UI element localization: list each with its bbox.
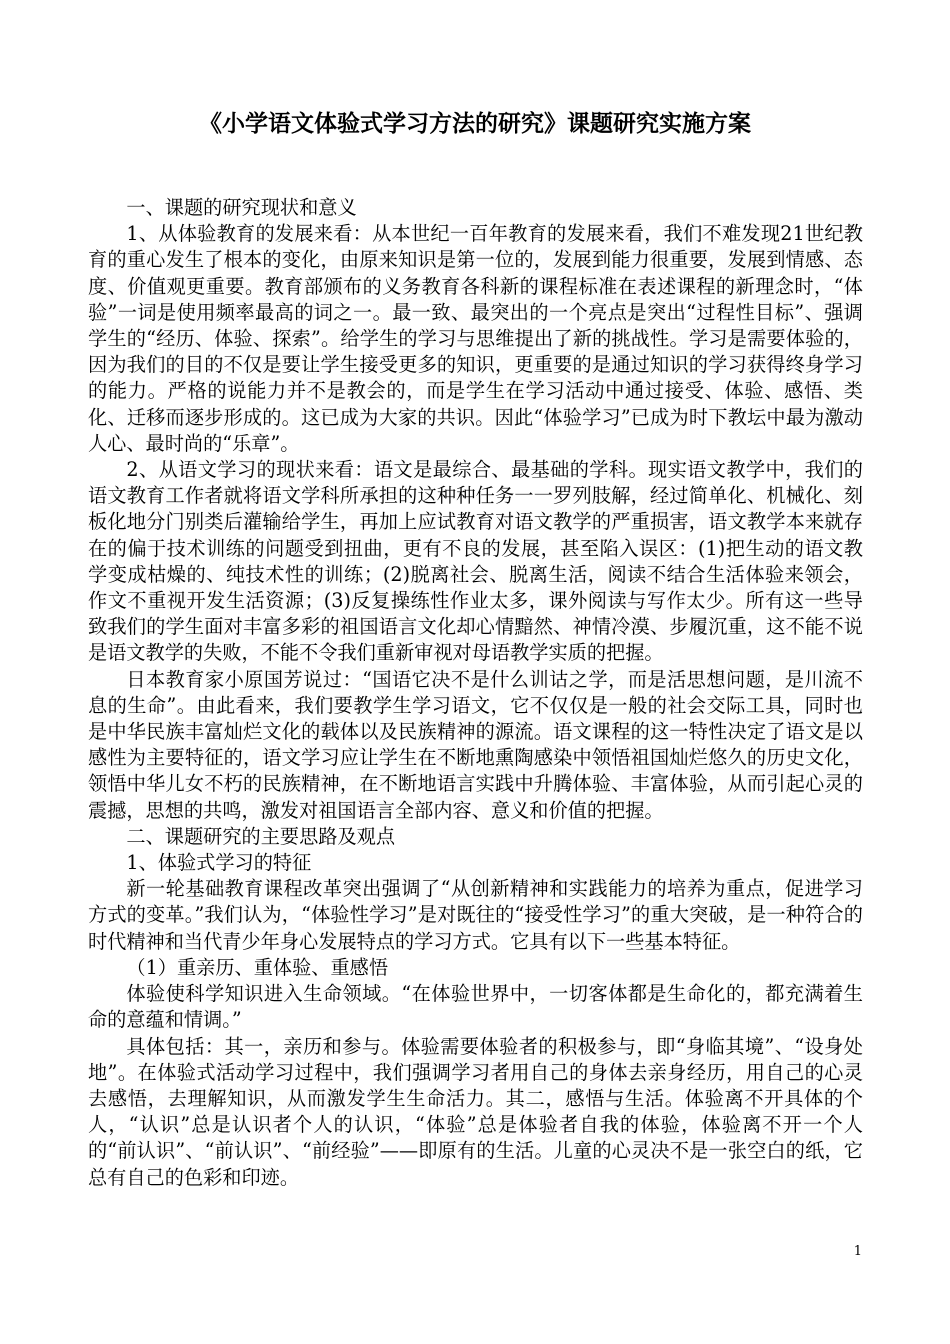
paragraph: 体验使科学知识进入生命领域。“在体验世界中，一切客体都是生命化的，都充满着生命的意蕴和情调。” <box>88 982 863 1032</box>
paragraph: 日本教育家小原国芳说过：“国语它决不是什么训诂之学，而是活思想问题，是川流不息的生命”。由此看来，我们要教学生学习语文，它不仅仅是一般的社会交际工具，同时也是中华民族丰富灿烂文化的载体以及民族精神的源流。语文课程的这一特性决定了语文是以感性为主要特征的，语文学习应让学生在不断地熏陶感染中领悟祖国灿烂悠久的历史文化，领悟中华儿女不朽的民族精神，在不断地语言实践中升腾体验、丰富体验，从而引起心灵的震撼，思想的共鸣，激发对祖国语言全部内容、意义和价值的把握。 <box>88 667 863 822</box>
paragraph: 新一轮基础教育课程改革突出强调了“从创新精神和实践能力的培养为重点，促进学习方式的变革。”我们认为，“体验性学习”是对既往的“接受性学习”的重大突破，是一种符合的时代精神和当代青少年身心发展特点的学习方式。它具有以下一些基本特征。 <box>88 877 863 953</box>
paragraph: 1、从体验教育的发展来看：从本世纪一百年教育的发展来看，我们不难发现21世纪教育的重心发生了根本的变化，由原来知识是第一位的，发展到能力很重要，发展到情感、态度、价值观更重要。教育部颁布的义务教育各科新的课程标准在表述课程的新理念时，“体验”一词是使用频率最高的词之一。最一致、最突出的一个亮点是突出“过程性目标”、强调学生的“经历、体验、探索”。给学生的学习与思维提出了新的挑战性。学习是需要体验的，因为我们的目的不仅是要让学生接受更多的知识，更重要的是通过知识的学习获得终身学习的能力。严格的说能力并不是教会的，而是学生在学习活动中通过接受、体验、感悟、类化、迁移而逐步形成的。这已成为大家的共识。因此“体验学习”已成为时下教坛中最为激动人心、最时尚的“乐章”。 <box>88 222 863 455</box>
section-heading-2: 二、课题研究的主要思路及观点 <box>126 824 396 848</box>
paragraph: 具体包括：其一，亲历和参与。体验需要体验者的积极参与，即“身临其境”、“设身处地”。在体验式活动学习过程中，我们强调学习者用自己的身体去亲身经历，用自己的心灵去感悟，去理解知识，从而激发学生生命活力。其二，感悟与生活。体验离不开具体的个人，“认识”总是认识者个人的认识，“体验”总是体验者自我的体验，体验离不开一个人的“前认识”、“前认识”、“前经验”——即原有的生活。儿童的心灵决不是一张空白的纸，它总有自己的色彩和印迹。 <box>88 1034 863 1189</box>
subsection-heading: 1、体验式学习的特征 <box>126 851 312 875</box>
page-number: 1 <box>853 1244 862 1259</box>
section-heading-1: 一、课题的研究现状和意义 <box>126 196 357 219</box>
subsection-heading: （1）重亲历、重体验、重感悟 <box>126 955 389 979</box>
document-body <box>88 195 863 1191</box>
paragraph: 2、从语文学习的现状来看：语文是最综合、最基础的学科。现实语文教学中，我们的语文教育工作者就将语文学科所承担的这种种任务一一罗列肢解，经过简单化、机械化、刻板化地分门别类后灌输给学生，再加上应试教育对语文教学的严重损害，语文教学本来就存在的偏于技术训练的问题受到扭曲，更有不良的发展，甚至陷入误区：(1)把生动的语文教学变成枯燥的、纯技术性的训练；(2)脱离社会、脱离生活，阅读不结合生活体验来领会，作文不重视开发生活资源；(3)反复操练性作业太多，课外阅读与写作太少。所有这一些导致我们的学生面对丰富多彩的祖国语言文化却心情黯然、神情冷漠、步履沉重，这不能不说是语文教学的失败，不能不令我们重新审视对母语教学实质的把握。 <box>88 458 863 665</box>
document-title: 《小学语文体验式学习方法的研究》课题研究实施方案 <box>199 110 751 137</box>
